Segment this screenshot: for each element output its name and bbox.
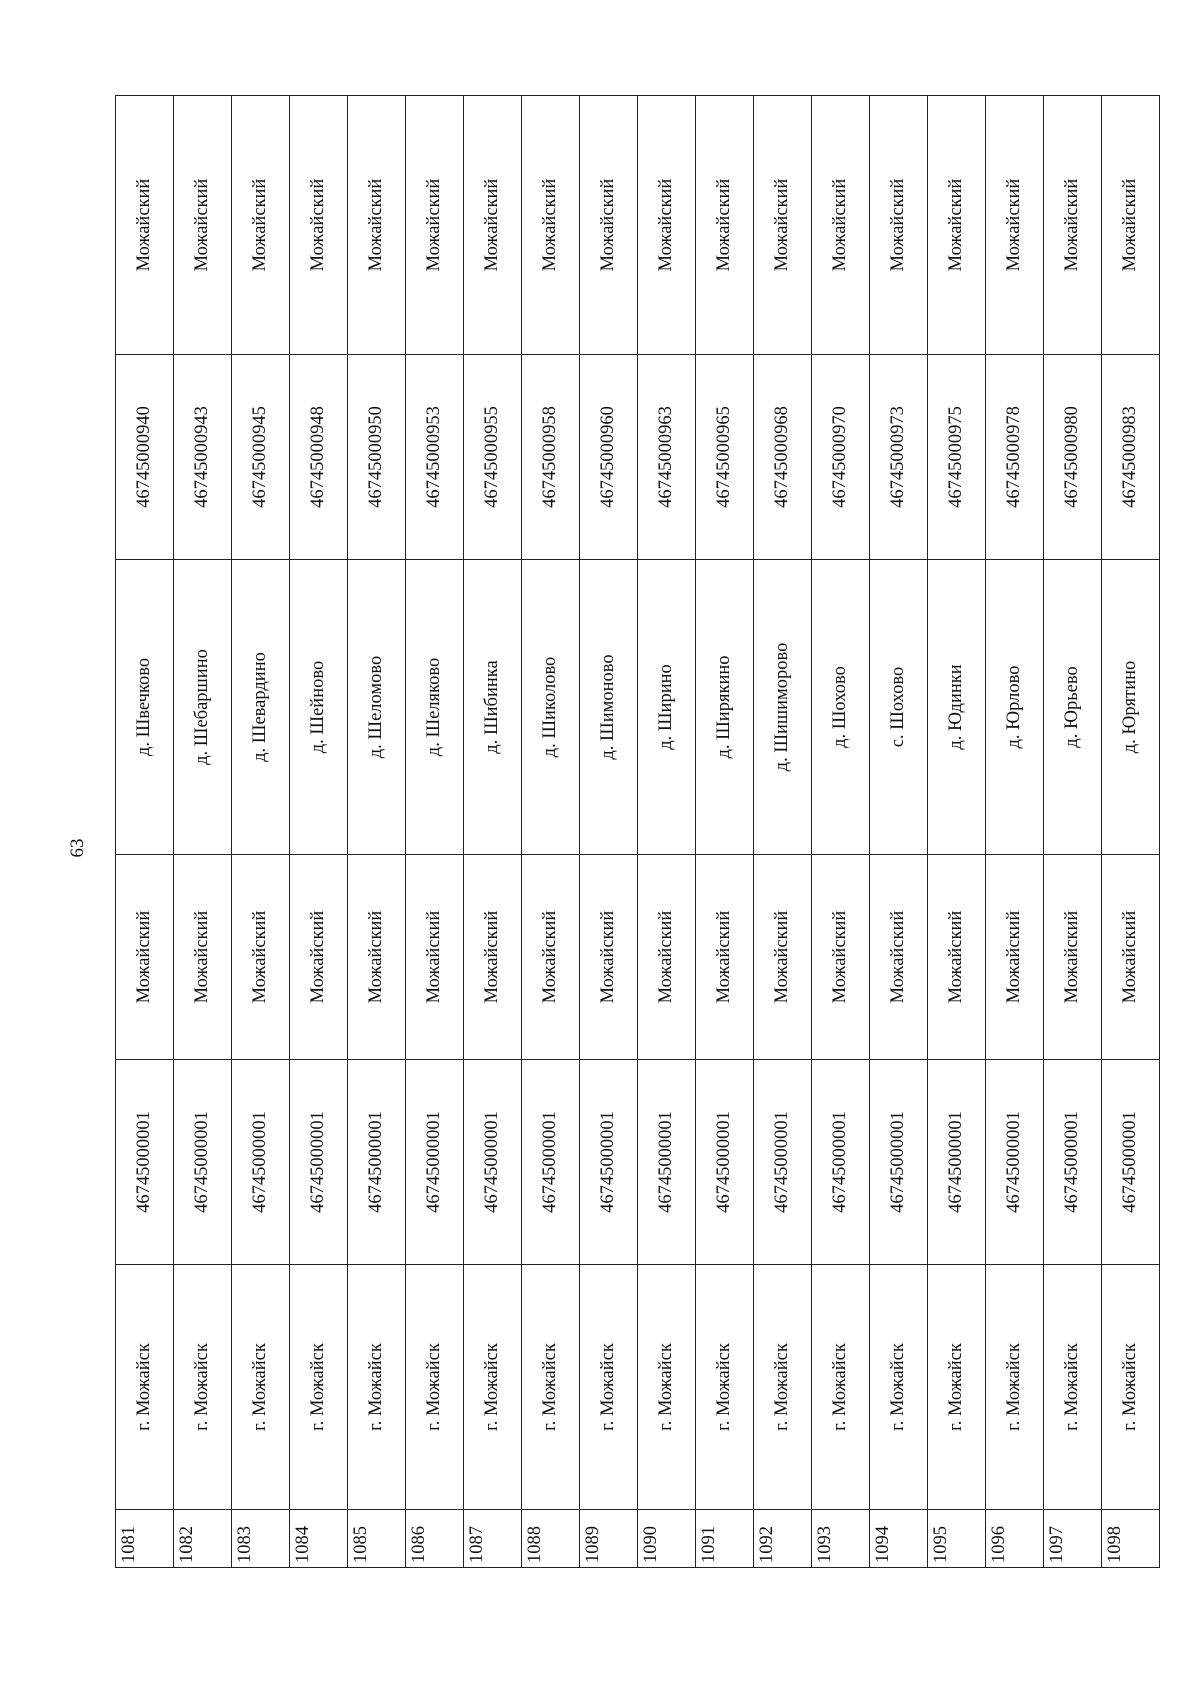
- settlement-district-cell: Можайский: [290, 96, 348, 355]
- city-name-cell: г. Можайск: [986, 1265, 1044, 1510]
- city-code-cell: 46745000001: [696, 1060, 754, 1265]
- row-number-cell: 1083: [232, 1510, 290, 1568]
- city-district-cell: Можайский: [348, 855, 406, 1060]
- row-number-cell: 1092: [754, 1510, 812, 1568]
- table-row: [986, 96, 1044, 1568]
- settlement-district-cell: Можайский: [580, 96, 638, 355]
- city-code-cell: 46745000001: [754, 1060, 812, 1265]
- row-number-cell: 1086: [406, 1510, 464, 1568]
- settlement-name-cell: д. Шебаршино: [174, 560, 232, 855]
- city-code-cell: 46745000001: [986, 1060, 1044, 1265]
- table-row: [290, 96, 348, 1568]
- city-name-cell: г. Можайск: [116, 1265, 174, 1510]
- city-name-cell: г. Можайск: [812, 1265, 870, 1510]
- city-code-cell: 46745000001: [290, 1060, 348, 1265]
- city-district-cell: Можайский: [986, 855, 1044, 1060]
- settlement-name-cell: д. Швечково: [116, 560, 174, 855]
- table-row: [870, 96, 928, 1568]
- city-code-cell: 46745000001: [870, 1060, 928, 1265]
- city-district-cell: Можайский: [174, 855, 232, 1060]
- city-code-cell: 46745000001: [638, 1060, 696, 1265]
- settlement-district-cell: Можайский: [174, 96, 232, 355]
- settlement-code-cell: 46745000980: [1044, 355, 1102, 560]
- settlement-name-cell: д. Юрлово: [986, 560, 1044, 855]
- settlement-name-cell: д. Ширино: [638, 560, 696, 855]
- settlement-district-cell: Можайский: [522, 96, 580, 355]
- city-name-cell: г. Можайск: [348, 1265, 406, 1510]
- row-number-cell: 1087: [464, 1510, 522, 1568]
- city-code-cell: 46745000001: [928, 1060, 986, 1265]
- city-name-cell: г. Можайск: [928, 1265, 986, 1510]
- city-district-cell: Можайский: [638, 855, 696, 1060]
- row-number-cell: 1095: [928, 1510, 986, 1568]
- city-code-cell: 46745000001: [406, 1060, 464, 1265]
- table-row: [232, 96, 290, 1568]
- row-number-cell: 1098: [1102, 1510, 1160, 1568]
- city-district-cell: Можайский: [1102, 855, 1160, 1060]
- row-number-cell: 1088: [522, 1510, 580, 1568]
- settlement-name-cell: д. Ширякино: [696, 560, 754, 855]
- city-code-cell: 46745000001: [464, 1060, 522, 1265]
- city-district-cell: Можайский: [870, 855, 928, 1060]
- settlement-district-cell: Можайский: [348, 96, 406, 355]
- table-row: [116, 96, 174, 1568]
- table-row: [1102, 96, 1160, 1568]
- settlement-name-cell: д. Юрьево: [1044, 560, 1102, 855]
- row-number-cell: 1096: [986, 1510, 1044, 1568]
- settlement-name-cell: д. Шейново: [290, 560, 348, 855]
- settlement-code-cell: 46745000975: [928, 355, 986, 560]
- city-district-cell: Можайский: [116, 855, 174, 1060]
- city-code-cell: 46745000001: [348, 1060, 406, 1265]
- settlement-district-cell: Можайский: [986, 96, 1044, 355]
- table-row: [696, 96, 754, 1568]
- city-district-cell: Можайский: [812, 855, 870, 1060]
- city-name-cell: г. Можайск: [290, 1265, 348, 1510]
- city-name-cell: г. Можайск: [406, 1265, 464, 1510]
- settlement-code-cell: 46745000953: [406, 355, 464, 560]
- city-name-cell: г. Можайск: [754, 1265, 812, 1510]
- settlement-code-cell: 46745000943: [174, 355, 232, 560]
- row-number-cell: 1091: [696, 1510, 754, 1568]
- city-code-cell: 46745000001: [1102, 1060, 1160, 1265]
- city-district-cell: Можайский: [290, 855, 348, 1060]
- settlement-district-cell: Можайский: [116, 96, 174, 355]
- settlement-code-cell: 46745000983: [1102, 355, 1160, 560]
- city-name-cell: г. Можайск: [232, 1265, 290, 1510]
- settlement-name-cell: д. Шиколово: [522, 560, 580, 855]
- city-district-cell: Можайский: [928, 855, 986, 1060]
- city-district-cell: Можайский: [696, 855, 754, 1060]
- row-number-cell: 1089: [580, 1510, 638, 1568]
- table-row: [348, 96, 406, 1568]
- table-row: [638, 96, 696, 1568]
- settlements-table: [115, 95, 1160, 1568]
- settlement-district-cell: Можайский: [928, 96, 986, 355]
- settlement-name-cell: д. Юрятино: [1102, 560, 1160, 855]
- city-district-cell: Можайский: [522, 855, 580, 1060]
- settlement-name-cell: с. Шохово: [870, 560, 928, 855]
- settlement-name-cell: д. Шимоново: [580, 560, 638, 855]
- settlement-name-cell: д. Шеляково: [406, 560, 464, 855]
- settlement-code-cell: 46745000963: [638, 355, 696, 560]
- settlement-name-cell: д. Шишиморово: [754, 560, 812, 855]
- city-name-cell: г. Можайск: [464, 1265, 522, 1510]
- settlement-district-cell: Можайский: [1102, 96, 1160, 355]
- row-number-cell: 1097: [1044, 1510, 1102, 1568]
- settlement-name-cell: д. Юдинки: [928, 560, 986, 855]
- settlement-name-cell: д. Шеломово: [348, 560, 406, 855]
- city-name-cell: г. Можайск: [1044, 1265, 1102, 1510]
- city-name-cell: г. Можайск: [870, 1265, 928, 1510]
- row-number-cell: 1085: [348, 1510, 406, 1568]
- city-code-cell: 46745000001: [812, 1060, 870, 1265]
- city-district-cell: Можайский: [580, 855, 638, 1060]
- settlement-district-cell: Можайский: [696, 96, 754, 355]
- settlement-code-cell: 46745000950: [348, 355, 406, 560]
- city-code-cell: 46745000001: [522, 1060, 580, 1265]
- settlement-code-cell: 46745000955: [464, 355, 522, 560]
- table-row: [812, 96, 870, 1568]
- city-name-cell: г. Можайск: [522, 1265, 580, 1510]
- city-district-cell: Можайский: [406, 855, 464, 1060]
- table-row: [1044, 96, 1102, 1568]
- row-number-cell: 1082: [174, 1510, 232, 1568]
- city-code-cell: 46745000001: [1044, 1060, 1102, 1265]
- settlement-name-cell: д. Шибинка: [464, 560, 522, 855]
- settlement-code-cell: 46745000973: [870, 355, 928, 560]
- settlement-name-cell: д. Шохово: [812, 560, 870, 855]
- table-row: [580, 96, 638, 1568]
- settlement-code-cell: 46745000970: [812, 355, 870, 560]
- city-code-cell: 46745000001: [580, 1060, 638, 1265]
- settlement-code-cell: 46745000965: [696, 355, 754, 560]
- table-row: [754, 96, 812, 1568]
- settlement-district-cell: Можайский: [464, 96, 522, 355]
- settlement-district-cell: Можайский: [638, 96, 696, 355]
- city-code-cell: 46745000001: [116, 1060, 174, 1265]
- table-row: [406, 96, 464, 1568]
- row-number-cell: 1081: [116, 1510, 174, 1568]
- city-name-cell: г. Можайск: [696, 1265, 754, 1510]
- settlement-district-cell: Можайский: [406, 96, 464, 355]
- row-number-cell: 1094: [870, 1510, 928, 1568]
- city-name-cell: г. Можайск: [638, 1265, 696, 1510]
- city-district-cell: Можайский: [232, 855, 290, 1060]
- city-name-cell: г. Можайск: [580, 1265, 638, 1510]
- city-district-cell: Можайский: [464, 855, 522, 1060]
- settlement-district-cell: Можайский: [812, 96, 870, 355]
- city-name-cell: г. Можайск: [1102, 1265, 1160, 1510]
- table-row: [928, 96, 986, 1568]
- settlement-code-cell: 46745000948: [290, 355, 348, 560]
- settlement-code-cell: 46745000960: [580, 355, 638, 560]
- row-number-cell: 1093: [812, 1510, 870, 1568]
- settlement-code-cell: 46745000978: [986, 355, 1044, 560]
- settlement-district-cell: Можайский: [870, 96, 928, 355]
- settlement-district-cell: Можайский: [1044, 96, 1102, 355]
- page-number: 63: [67, 838, 88, 858]
- row-number-cell: 1090: [638, 1510, 696, 1568]
- city-code-cell: 46745000001: [232, 1060, 290, 1265]
- city-district-cell: Можайский: [754, 855, 812, 1060]
- city-district-cell: Можайский: [1044, 855, 1102, 1060]
- table-row: [174, 96, 232, 1568]
- table-row: [464, 96, 522, 1568]
- table-body: [116, 96, 1160, 1568]
- settlement-code-cell: 46745000958: [522, 355, 580, 560]
- settlement-district-cell: Можайский: [754, 96, 812, 355]
- settlement-code-cell: 46745000940: [116, 355, 174, 560]
- settlement-district-cell: Можайский: [232, 96, 290, 355]
- city-name-cell: г. Можайск: [174, 1265, 232, 1510]
- row-number-cell: 1084: [290, 1510, 348, 1568]
- settlement-code-cell: 46745000968: [754, 355, 812, 560]
- table-row: [522, 96, 580, 1568]
- rotated-table-container: [115, 96, 1140, 1568]
- settlement-code-cell: 46745000945: [232, 355, 290, 560]
- settlement-name-cell: д. Шевардино: [232, 560, 290, 855]
- city-code-cell: 46745000001: [174, 1060, 232, 1265]
